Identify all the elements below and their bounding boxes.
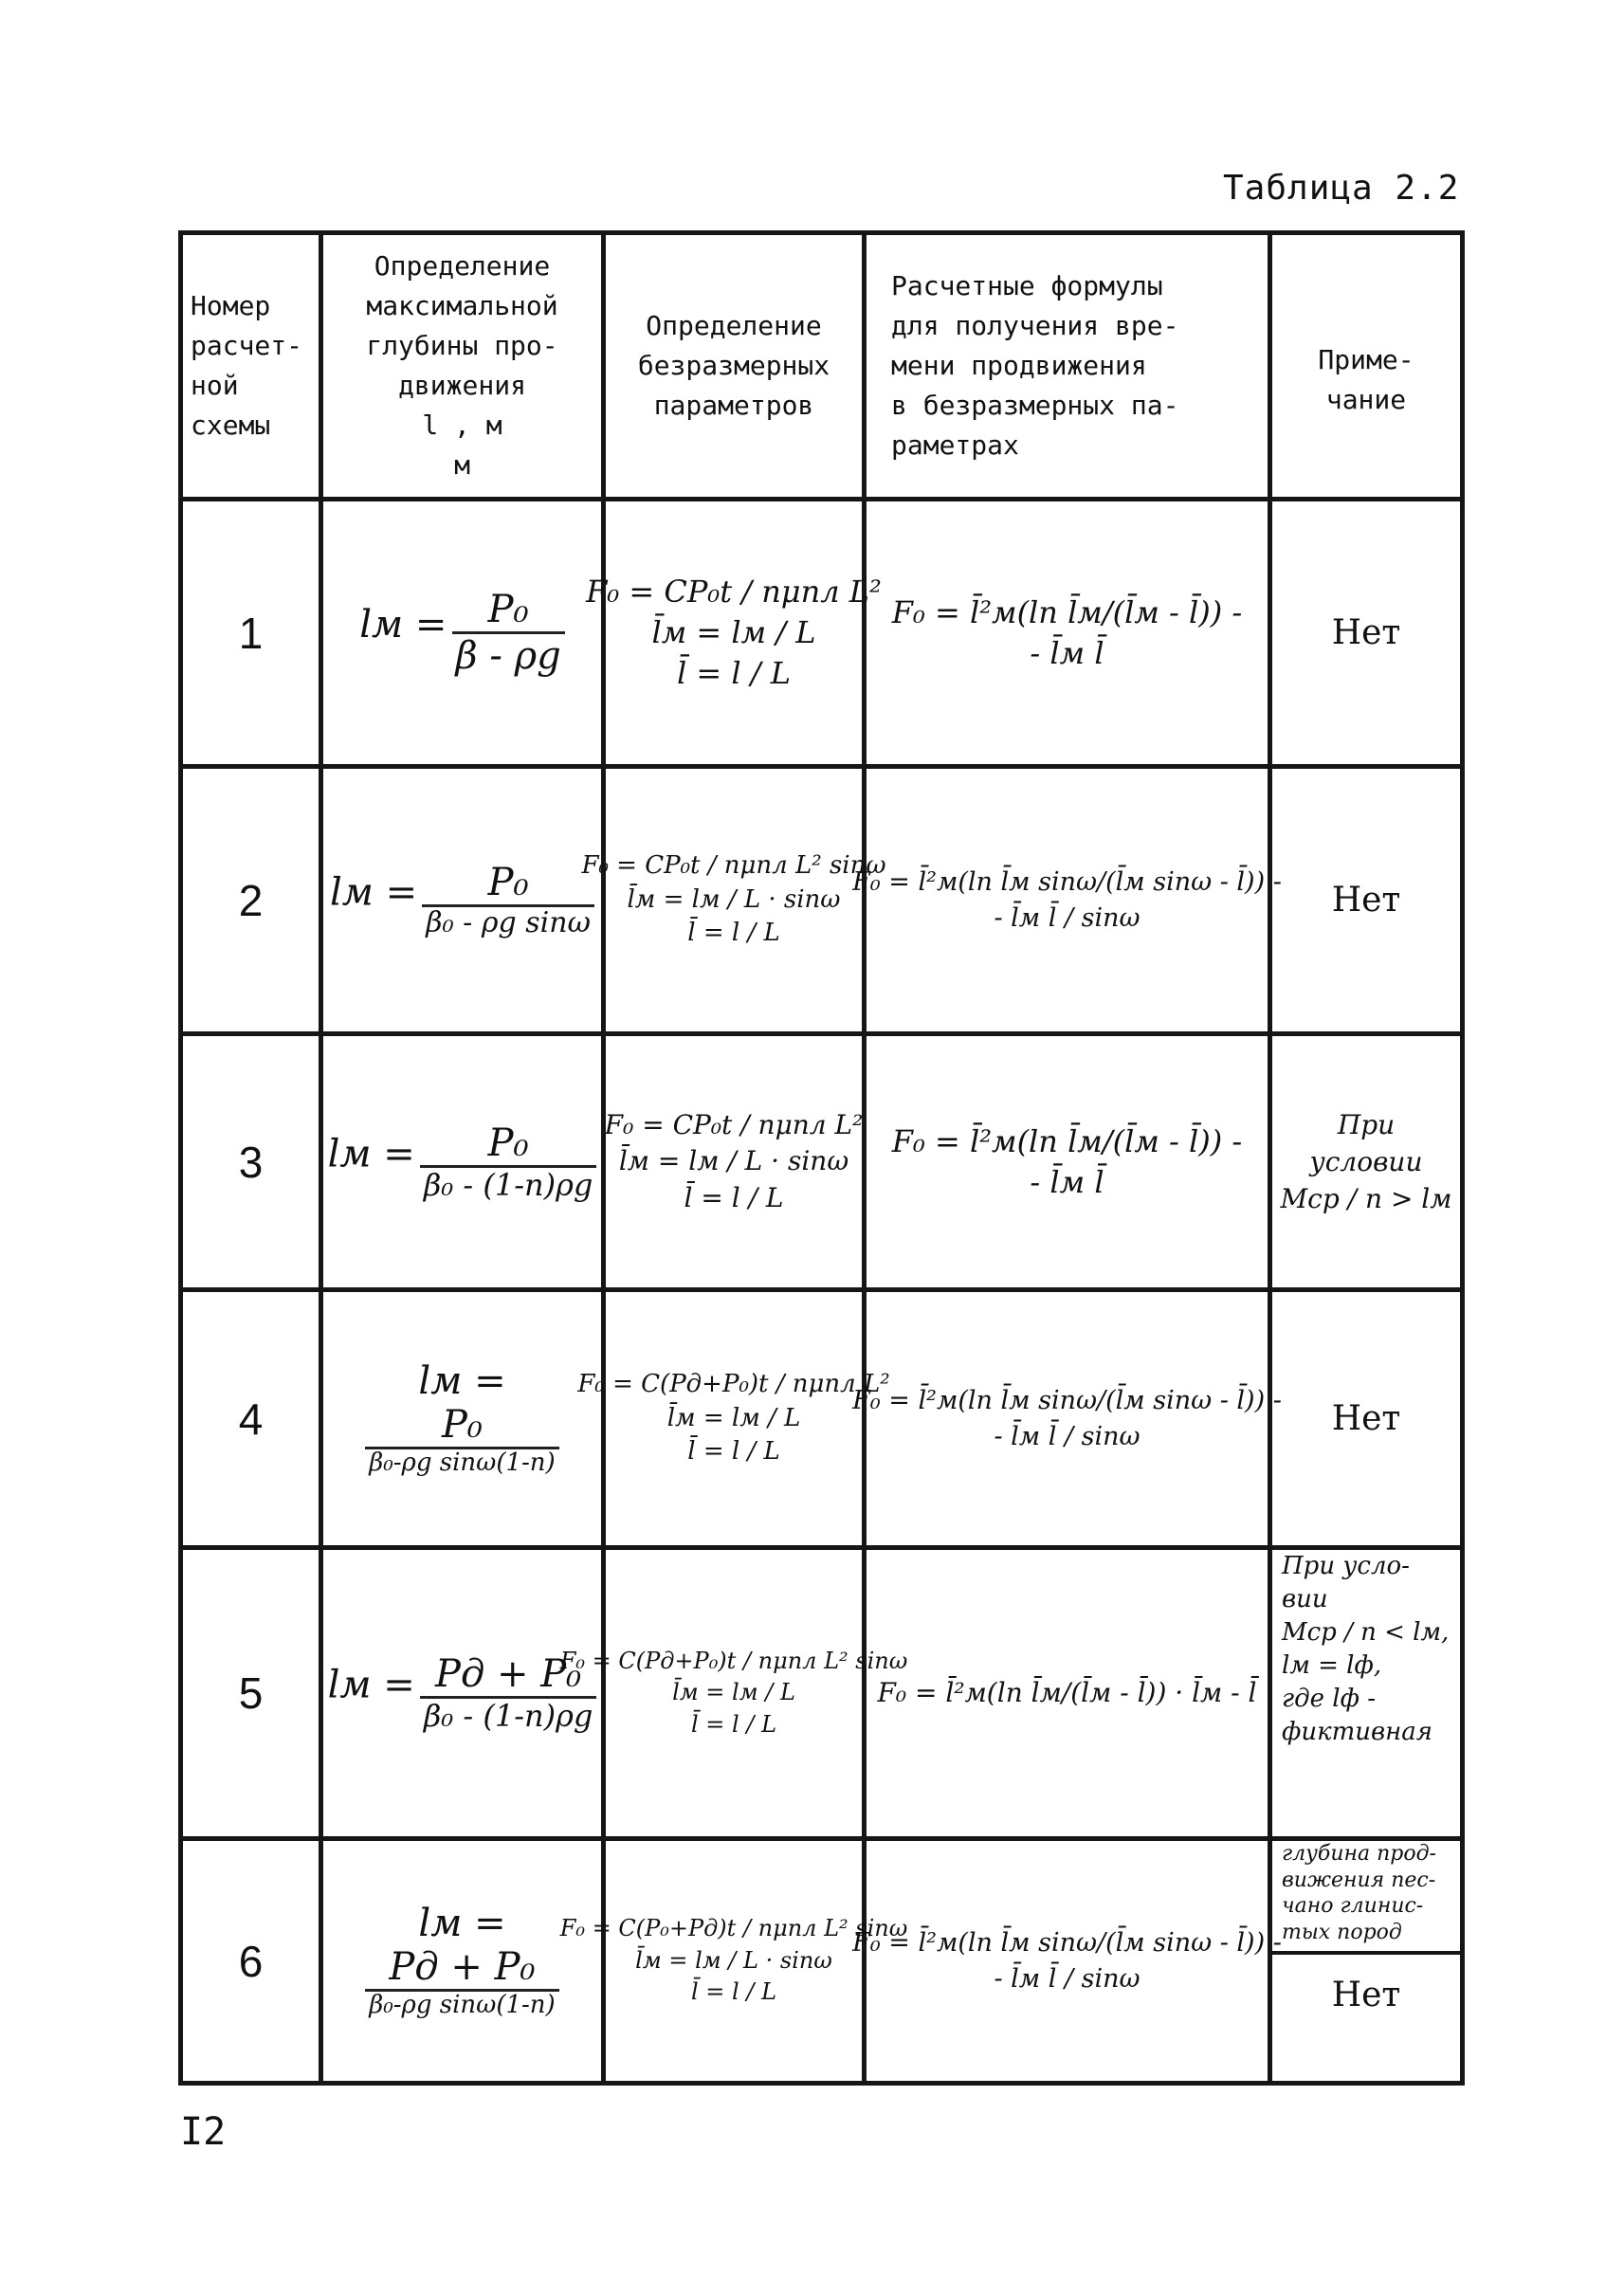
header-scheme-number: Номер расчет- ной схемы (181, 233, 321, 500)
time-formula: F₀ = l̄²м(ln l̄м sinω/(l̄м sinω - l̄)) - - l̄м l̄ / sinω (865, 1839, 1270, 2084)
header-formulas: Расчетные формулы для получения вре- мени продвижения в безразмерных па- раметрах (865, 233, 1270, 500)
depth-formula: lм = $\frac{\text{Pд + P₀}}{\text{β₀-ρg sinω(1-n)}}$ (321, 1839, 604, 2084)
table-row (181, 1034, 1463, 1290)
note-cell: Нет (1270, 1290, 1463, 1548)
param-formulas: F₀ = CP₀t / nμпл L² sinω l̄м = lм / L · sinω l̄ = l / L (604, 767, 865, 1034)
table-caption: Таблица 2.2 (1223, 169, 1460, 208)
depth-formula: lм = $\frac{\text{P₀}}{\text{β₀ - ρg sinω}}$ (321, 767, 604, 1034)
note-cell: При условии Mср / n > lм (1270, 1034, 1463, 1290)
param-formulas: F₀ = CP₀t / nμпл L² l̄м = lм / L l̄ = l / L (604, 500, 865, 767)
time-formula: F₀ = l̄²м(ln l̄м/(l̄м - l̄)) - - l̄м l̄ (865, 1034, 1270, 1290)
depth-formula: lм = $\frac{\text{P₀}}{\beta - \rho g}$ (321, 500, 604, 767)
scheme-number: 3 (181, 1034, 321, 1290)
table-row (181, 767, 1463, 1034)
note-cell: При усло- вии Mср / n < lм, lм = lф, где lф - фиктивная (1270, 1548, 1463, 1839)
header-max-depth: Определение максимальной глубины про- движения l , м м (321, 233, 604, 500)
param-formulas: F₀ = C(Pд+P₀)t / nμпл L² sinω l̄м = lм / L l̄ = l / L (604, 1548, 865, 1839)
scheme-number: 2 (181, 767, 321, 1034)
table-row (181, 1290, 1463, 1548)
scheme-number: 4 (181, 1290, 321, 1548)
depth-formula: lм = $\frac{\text{P₀}}{\text{β₀ - (1-n)ρg}}$ (321, 1034, 604, 1290)
param-formulas: F₀ = C(P₀+Pд)t / nμпл L² sinω l̄м = lм / L · sinω l̄ = l / L (604, 1839, 865, 2084)
header-row (181, 233, 1463, 500)
table-2-2 (178, 230, 1465, 2086)
depth-formula: lм = $\frac{\text{Pд + P₀}}{\text{β₀ - (1-n)ρg}}$ (321, 1548, 604, 1839)
table-row (181, 1548, 1463, 1839)
scheme-number: 1 (181, 500, 321, 767)
time-formula: F₀ = l̄²м(ln l̄м sinω/(l̄м sinω - l̄)) - - l̄м l̄ / sinω (865, 1290, 1270, 1548)
scheme-number: 5 (181, 1548, 321, 1839)
depth-formula: lм = $\frac{\text{P₀}}{\text{β₀-ρg sinω(1-n)}}$ (321, 1290, 604, 1548)
time-formula: F₀ = l̄²м(ln l̄м/(l̄м - l̄)) · l̄м - l̄ (865, 1548, 1270, 1839)
scheme-number: 6 (181, 1839, 321, 2084)
header-dimensionless-params: Определение безразмерных параметров (604, 233, 865, 500)
table-row (181, 1839, 1463, 2084)
param-formulas: F₀ = CP₀t / nμпл L² l̄м = lм / L · sinω l̄ = l / L (604, 1034, 865, 1290)
note-cell: Нет (1270, 767, 1463, 1034)
note-cell: глубина прод- вижения пес- чано глинис- тых пород Нет (1270, 1839, 1463, 2084)
time-formula: F₀ = l̄²м(ln l̄м sinω/(l̄м sinω - l̄)) - - l̄м l̄ / sinω (865, 767, 1270, 1034)
note-cell: Нет (1270, 500, 1463, 767)
table-row (181, 500, 1463, 767)
page-number: I2 (180, 2110, 227, 2154)
time-formula: F₀ = l̄²м(ln l̄м/(l̄м - l̄)) - - l̄м l̄ (865, 500, 1270, 767)
header-note: Приме- чание (1270, 233, 1463, 500)
param-formulas: F₀ = C(Pд+P₀)t / nμпл L² l̄м = lм / L l̄ = l / L (604, 1290, 865, 1548)
